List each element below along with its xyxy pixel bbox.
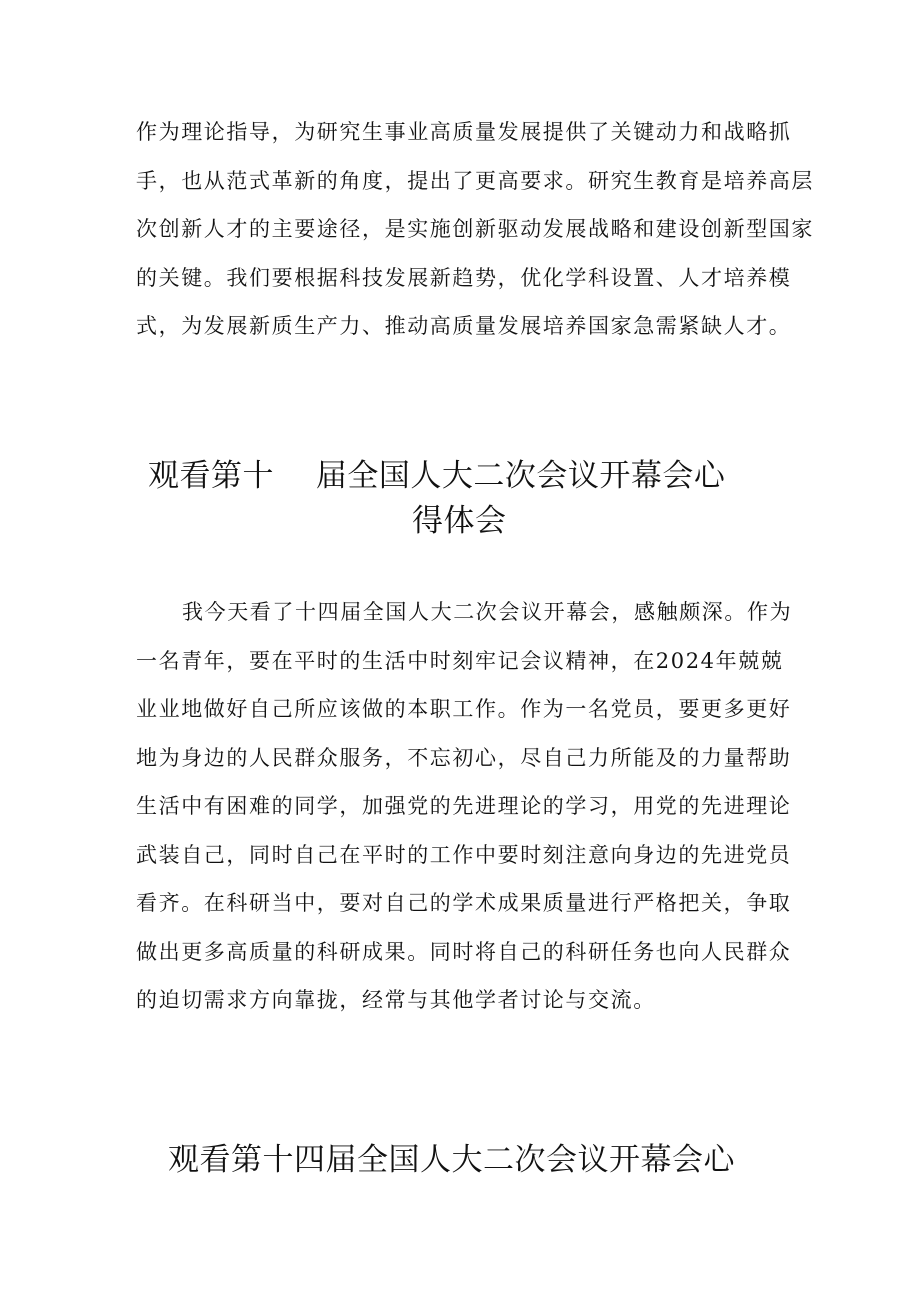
heading-1-line-1: 观看第十 届全国人大二次会议开幕会心 xyxy=(148,458,726,494)
heading-1-line-2: 得体会 xyxy=(412,503,507,539)
heading-2: 观看第十四届全国人大二次会议开幕会心 xyxy=(168,1142,735,1178)
paragraph-1: 作为理论指导，为研究生事业高质量发展提供了关键动力和战略抓手，也从范式革新的角度，提出了更高要求。研究生教育是培养高层次创新人才的主要途径，是实施创新驱动发展战略和建设创新型国家的关键。我们要根据科技发展新趋势，优化学科设置、人才培养模式，为发展新质生产力、推动高质量发展培养国家急需紧缺人才。 xyxy=(136,120,814,338)
paragraph-2: 我今天看了十四届全国人大二次会议开幕会，感触颇深。作为一名青年，要在平时的生活中时刻牢记会议精神，在2024年兢兢业业地做好自己所应该做的本职工作。作为一名党员，要更多更好地为身边的人民群众服务，不忘初心，尽自己力所能及的力量帮助生活中有困难的同学，加强党的先进理论的学习，用党的先进理论武装自己，同时自己在平时的工作中要时刻注意向身边的先进党员看齐。在科研当中，要对自己的学术成果质量进行严格把关，争取做出更多高质量的科研成果。同时将自己的科研任务也向人民群众的迫切需求方向靠拢，经常与其他学者讨论与交流。 xyxy=(136,600,793,1012)
